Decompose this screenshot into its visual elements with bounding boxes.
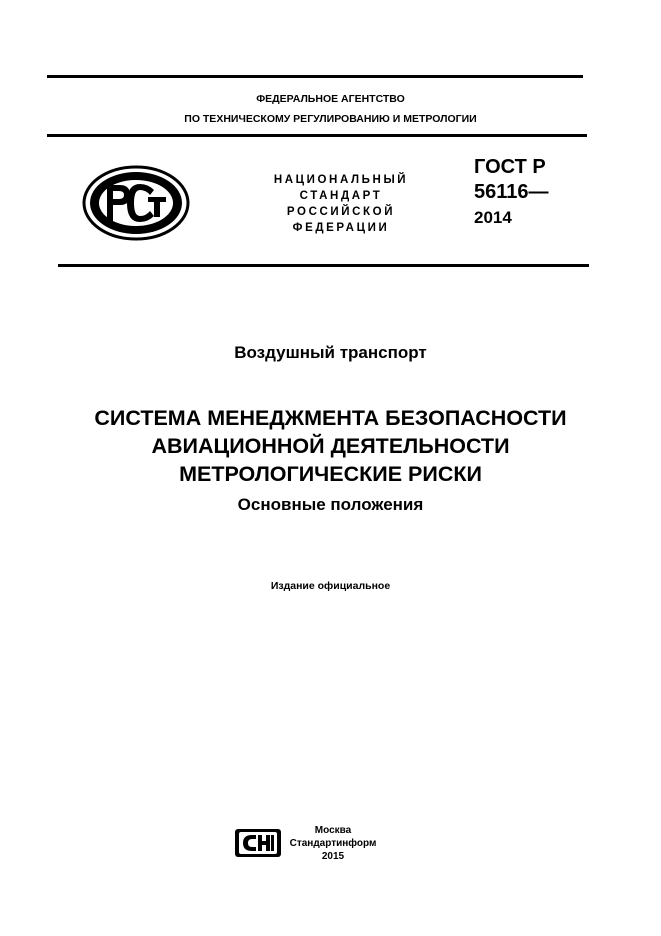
publisher-name: Стандартинформ bbox=[289, 838, 377, 849]
national-standard-line-1: НАЦИОНАЛЬНЫЙ bbox=[273, 174, 409, 186]
agency-line-2: ПО ТЕХНИЧЕСКОМУ РЕГУЛИРОВАНИЮ И МЕТРОЛОГИИ bbox=[184, 113, 477, 125]
agency-line-1: ФЕДЕРАЛЬНОЕ АГЕНТСТВО bbox=[256, 93, 405, 105]
rst-certification-mark-icon bbox=[82, 165, 190, 241]
national-standard-line-2: СТАНДАРТ bbox=[299, 190, 383, 202]
edition-note: Издание официальное bbox=[270, 580, 391, 592]
standartinform-logo-icon bbox=[234, 828, 282, 858]
gost-number: 56116— bbox=[474, 181, 549, 203]
national-standard-line-4: ФЕДЕРАЦИИ bbox=[292, 222, 390, 234]
document-title-line-2: АВИАЦИОННОЙ ДЕЯТЕЛЬНОСТИ bbox=[151, 434, 510, 458]
document-title bbox=[0, 404, 661, 488]
header-bottom-rule bbox=[58, 264, 589, 267]
document-title-line-1: СИСТЕМА МЕНЕДЖМЕНТА БЕЗОПАСНОСТИ bbox=[94, 406, 567, 430]
publisher-info bbox=[283, 824, 383, 863]
header-rule bbox=[47, 134, 587, 137]
publisher-city: Москва bbox=[314, 825, 352, 836]
top-rule bbox=[47, 75, 583, 78]
domain-title: Воздушный транспорт bbox=[234, 343, 427, 362]
document-subtitle: Основные положения bbox=[237, 495, 424, 514]
national-standard-line-3: РОССИЙСКОЙ bbox=[286, 206, 396, 218]
national-standard-label bbox=[258, 172, 424, 236]
document-title-line-3: МЕТРОЛОГИЧЕСКИЕ РИСКИ bbox=[179, 462, 482, 486]
gost-designation bbox=[474, 155, 549, 230]
gost-year: 2014 bbox=[474, 208, 512, 227]
gost-prefix: ГОСТ Р bbox=[474, 156, 546, 178]
publisher-year: 2015 bbox=[321, 851, 345, 862]
